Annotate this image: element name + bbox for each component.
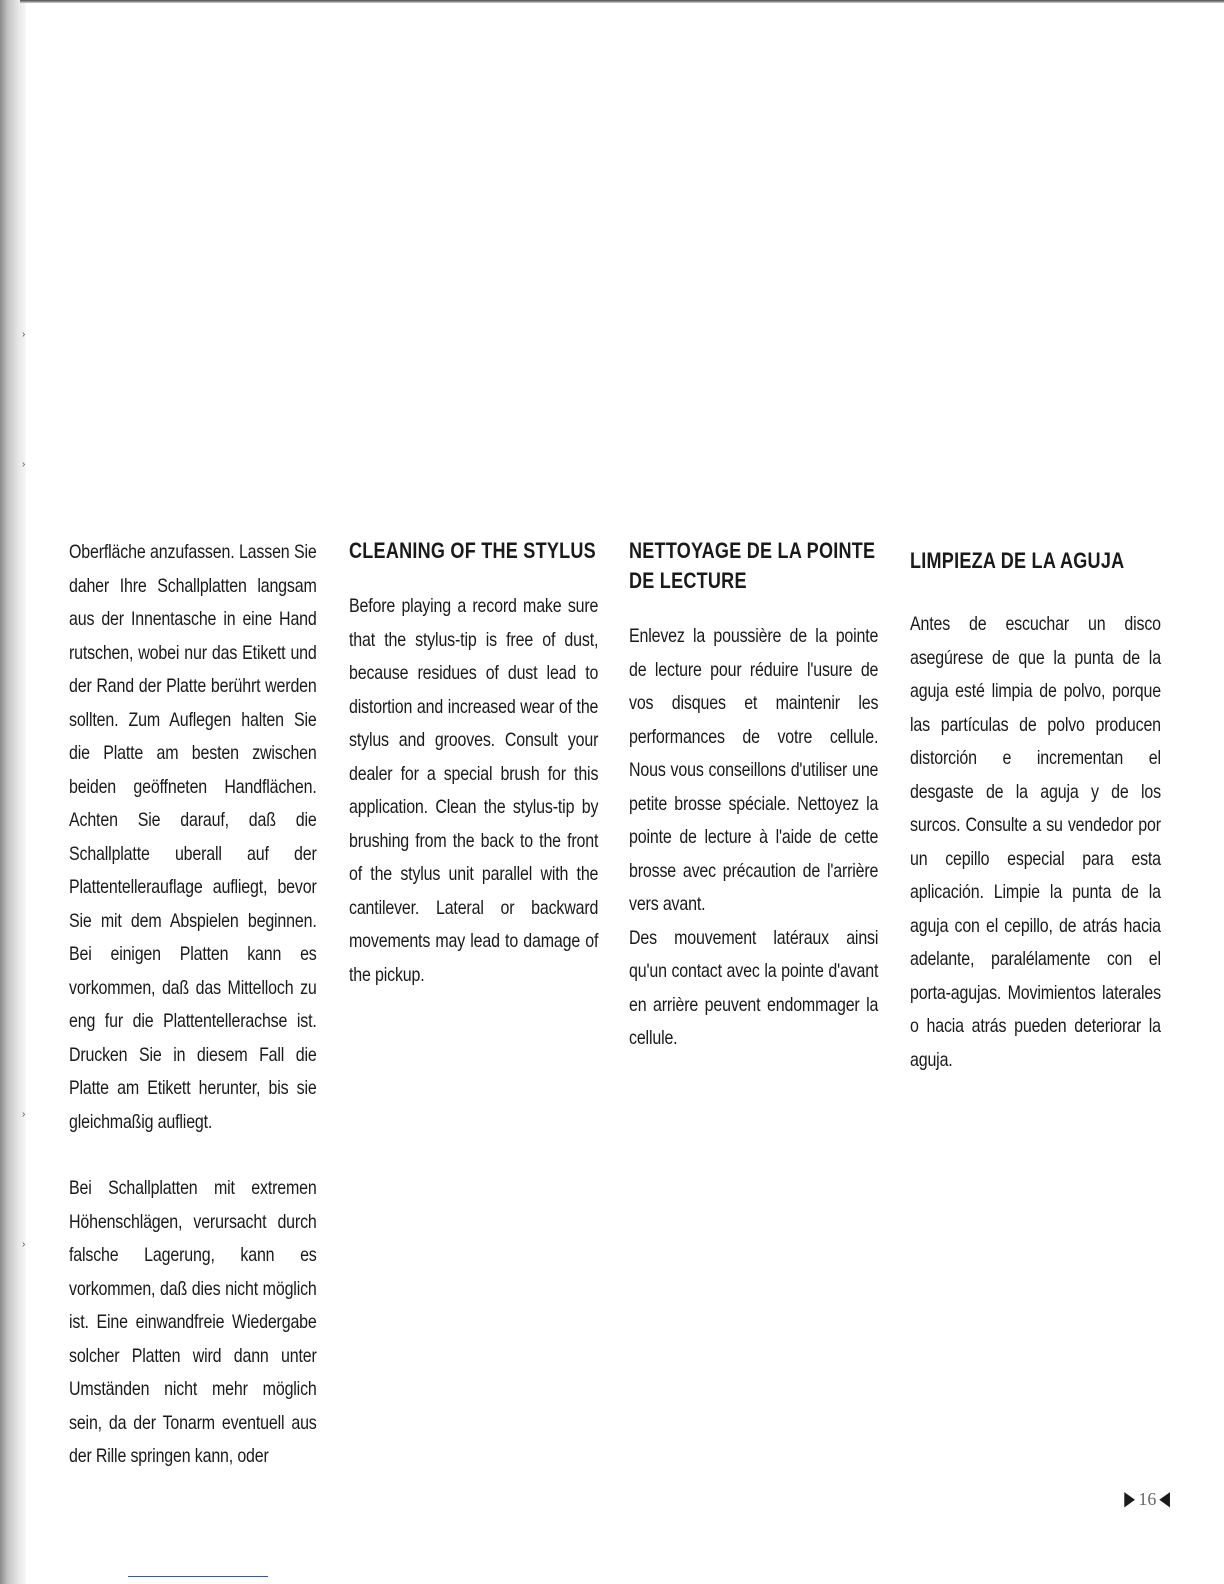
left-triangle-icon: ◀ [1159, 1488, 1171, 1510]
page-number-value: 16 [1138, 1489, 1157, 1509]
french-column [629, 536, 878, 1056]
english-body: Before playing a record make sure that the stylus-tip is free of dust, because residues of dust lead to distortion and increased wear of the stylus and grooves. Consult your dealer for a special brush for this application. Clean the stylus-tip by brushing from the back to the front of the stylus unit parallel with the cantilever. Lateral or backward movements may lead to damage of the pickup. [349, 595, 599, 986]
bottom-blue-line [128, 1576, 268, 1577]
french-heading: NETTOYAGE DE LA POINTE DE LECTURE [629, 538, 876, 593]
german-paragraph-2: Bei Schallplatten mit extremen Höhenschlägen, verursacht durch falsche Lagerung, kann es vorkommen, daß dies nicht möglich ist. Eine einwandfreie Wiedergabe solcher Platten wird dann unter Umständen nicht mehr möglich sein, da der Tonarm eventuell aus der Rille springen kann, oder [69, 1177, 317, 1467]
german-column [69, 536, 317, 1474]
english-column [349, 536, 598, 992]
spanish-heading: LIMPIEZA DE LA AGUJA [910, 548, 1125, 573]
page-binding-shadow [0, 0, 26, 1584]
binding-mark: › [22, 1239, 26, 1250]
binding-mark: › [22, 459, 26, 470]
french-paragraph-1: Enlevez la poussière de la pointe de lecture pour réduire l'usure de vos disques et maintenir les performances de votre cellule. Nous vous conseillons d'utiliser une petite brosse spéciale. Nettoyez la pointe de lecture à l'aide de cette brosse avec précaution de l'arrière vers avant. [629, 625, 879, 915]
binding-mark: › [22, 329, 26, 340]
top-edge-rule [20, 0, 1224, 3]
spanish-column [910, 536, 1161, 1077]
spanish-body: Antes de escuchar un disco asegúrese de que la punta de la aguja esté limpia de polvo, porque las partículas de polvo producen distorción e incrementan el desgaste de la aguja y de los surcos. Consulte a su vendedor por un cepillo especial para esta aplicación. Limpie la punta de la aguja con el cepillo, de atrás hacia adelante, paralélamente con el porta-agujas. Movimientos laterales o hacia atrás pueden deteriorar la aguja. [910, 613, 1161, 1071]
page-number [1122, 1484, 1173, 1514]
binding-mark: › [22, 1109, 26, 1120]
french-paragraph-2: Des mouvement latéraux ainsi qu'un contact avec la pointe d'avant en arrière peuvent endommager la cellule. [629, 926, 879, 1049]
right-triangle-icon: ▶ [1124, 1488, 1136, 1510]
english-heading: CLEANING OF THE STYLUS [349, 538, 596, 563]
german-paragraph-1: Oberfläche anzufassen. Lassen Sie daher Ihre Schallplatten langsam aus der Innentasche in eine Hand rutschen, wobei nur das Etikett und der Rand der Platte berührt werden sollten. Zum Auflegen halten Sie die Platte am besten zwischen beiden geöffneten Handflächen. Achten Sie darauf, daß die Schallplatte uberall auf der Plattentellerauflage aufliegt, bevor Sie mit dem Abspielen beginnen. Bei einigen Platten kann es vorkommen, daß das Mittelloch zu eng fur die Plattentellerachse ist. Drucken Sie in diesem Fall die Platte am Etikett herunter, bis sie gleichmaßig aufliegt. [69, 541, 317, 1133]
